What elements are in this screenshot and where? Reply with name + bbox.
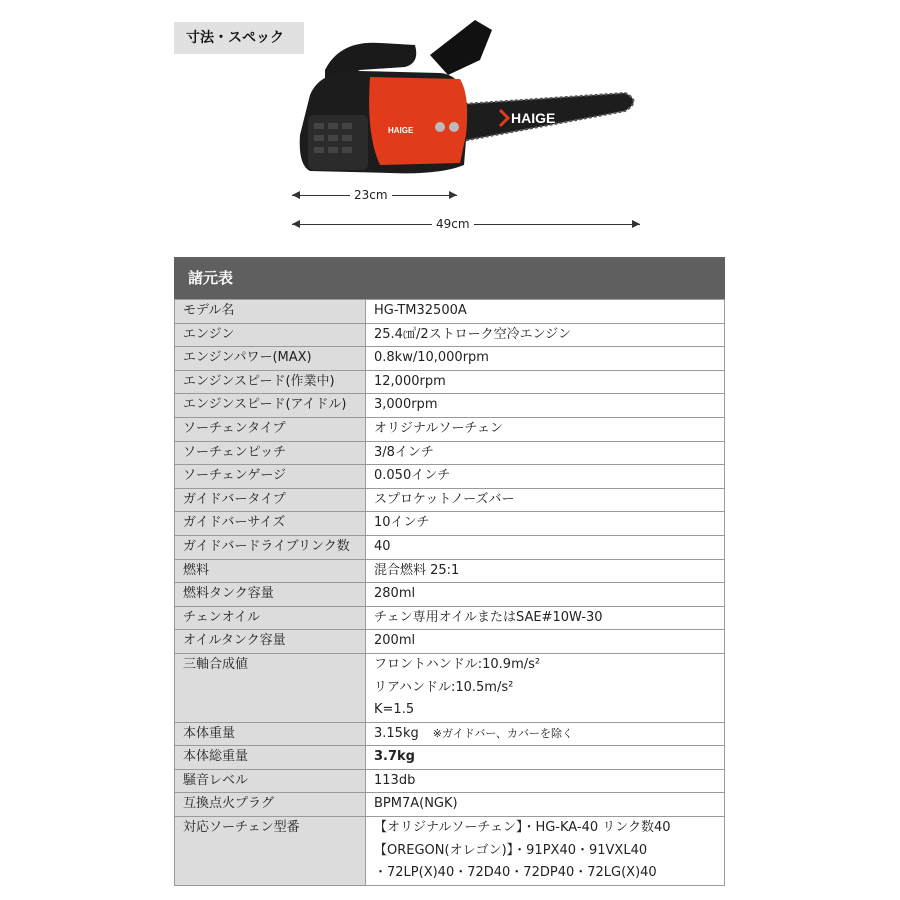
spec-value	[366, 722, 725, 746]
spec-value-line: 【OREGON(オレゴン)】・91PX40・91VXL40	[374, 842, 648, 858]
spec-value-line: 0.050インチ	[374, 468, 451, 484]
spec-value-line: 3.7kg	[374, 749, 415, 765]
spec-row	[175, 746, 725, 770]
spec-label: 互換点火プラグ	[175, 793, 366, 817]
spec-value-line: 200ml	[374, 633, 416, 649]
spec-label: ガイドバードライブリンク数	[175, 535, 366, 559]
spec-row	[175, 606, 725, 630]
spec-value-line: オリジナルソーチェン	[374, 420, 503, 436]
spec-table-body	[175, 300, 725, 886]
spec-value	[366, 394, 725, 418]
spec-row	[175, 653, 725, 722]
spec-value-line: 113db	[374, 772, 416, 788]
chainsaw-illustration	[270, 15, 650, 195]
dimension-short	[292, 188, 457, 202]
spec-label: 本体重量	[175, 722, 366, 746]
spec-value-line: 混合燃料 25:1	[374, 562, 460, 578]
spec-value	[366, 793, 725, 817]
spec-label: オイルタンク容量	[175, 630, 366, 654]
spec-value	[366, 488, 725, 512]
spec-value-line: 【オリジナルソーチェン】・HG-KA-40 リンク数40	[374, 820, 671, 836]
spec-row	[175, 559, 725, 583]
spec-row	[175, 417, 725, 441]
dimension-short-label: 23cm	[350, 188, 392, 202]
spec-value-line: リアハンドル:10.5m/s²	[374, 679, 514, 695]
spec-value-line: 3/8インチ	[374, 444, 434, 460]
spec-value-line: 40	[374, 538, 391, 554]
spec-label: エンジン	[175, 323, 366, 347]
section-tag: 寸法・スペック	[174, 22, 304, 54]
spec-value-line: BPM7A(NGK)	[374, 796, 458, 812]
spec-value	[366, 347, 725, 371]
spec-label: 燃料タンク容量	[175, 583, 366, 607]
spec-row	[175, 793, 725, 817]
spec-value	[366, 583, 725, 607]
brand-logo-text: HAIGE	[511, 110, 556, 126]
small-logo-text: HAIGE	[388, 126, 414, 135]
spec-value-line: 3,000rpm	[374, 397, 438, 413]
spec-value	[366, 512, 725, 536]
spec-value	[366, 370, 725, 394]
spec-label: ソーチェンタイプ	[175, 417, 366, 441]
dimension-long-label: 49cm	[432, 217, 474, 231]
spec-note: ※ガイドバー、カバーを除く	[432, 726, 573, 740]
spec-value	[366, 630, 725, 654]
spec-label: 燃料	[175, 559, 366, 583]
spec-row	[175, 441, 725, 465]
spec-label: 対応ソーチェン型番	[175, 817, 366, 886]
spec-row	[175, 394, 725, 418]
spec-value-line: チェン専用オイルまたはSAE#10W-30	[374, 609, 603, 625]
spec-row	[175, 347, 725, 371]
spec-label: ソーチェンゲージ	[175, 465, 366, 489]
spec-value-line: フロントハンドル:10.9m/s²	[374, 656, 541, 672]
spec-row	[175, 722, 725, 746]
spec-value-line: ・72LP(X)40・72D40・72DP40・72LG(X)40	[374, 865, 657, 881]
spec-value	[366, 535, 725, 559]
spec-label: モデル名	[175, 300, 366, 324]
spec-row	[175, 769, 725, 793]
spec-value-line: K=1.5	[374, 702, 415, 718]
spec-value-line: 12,000rpm	[374, 373, 446, 389]
spec-value	[366, 441, 725, 465]
spec-label: エンジンスピード(作業中)	[175, 370, 366, 394]
spec-value-line: 3.15kg	[374, 725, 419, 741]
dimension-long	[292, 217, 640, 231]
spec-table	[174, 257, 725, 886]
spec-value-line: 0.8kw/10,000rpm	[374, 350, 489, 366]
spec-row	[175, 323, 725, 347]
spec-row	[175, 630, 725, 654]
spec-row	[175, 535, 725, 559]
spec-label: ソーチェンピッチ	[175, 441, 366, 465]
spec-label: ガイドバーサイズ	[175, 512, 366, 536]
spec-value-line: スプロケットノーズバー	[374, 491, 515, 507]
spec-row	[175, 488, 725, 512]
spec-value-line: 280ml	[374, 586, 416, 602]
spec-value-line: 25.4㎤/2ストローク空冷エンジン	[374, 326, 571, 342]
spec-label: 本体総重量	[175, 746, 366, 770]
spec-value	[366, 300, 725, 324]
spec-value	[366, 465, 725, 489]
spec-label: ガイドバータイプ	[175, 488, 366, 512]
spec-value	[366, 769, 725, 793]
spec-label: チェンオイル	[175, 606, 366, 630]
spec-label: エンジンスピード(アイドル)	[175, 394, 366, 418]
spec-label: エンジンパワー(MAX)	[175, 347, 366, 371]
spec-value-line: HG-TM32500A	[374, 303, 467, 318]
spec-value-line: 10インチ	[374, 515, 430, 531]
spec-value	[366, 817, 725, 886]
spec-row	[175, 512, 725, 536]
spec-value	[366, 323, 725, 347]
spec-label: 三軸合成値	[175, 653, 366, 722]
spec-value	[366, 653, 725, 722]
spec-row	[175, 817, 725, 886]
spec-label: 騒音レベル	[175, 769, 366, 793]
spec-row	[175, 465, 725, 489]
spec-value	[366, 559, 725, 583]
chainsaw-image	[270, 15, 650, 195]
spec-table-title: 諸元表	[174, 257, 725, 299]
spec-row	[175, 370, 725, 394]
spec-value	[366, 746, 725, 770]
spec-row	[175, 583, 725, 607]
spec-row	[175, 300, 725, 324]
spec-value	[366, 417, 725, 441]
spec-value	[366, 606, 725, 630]
